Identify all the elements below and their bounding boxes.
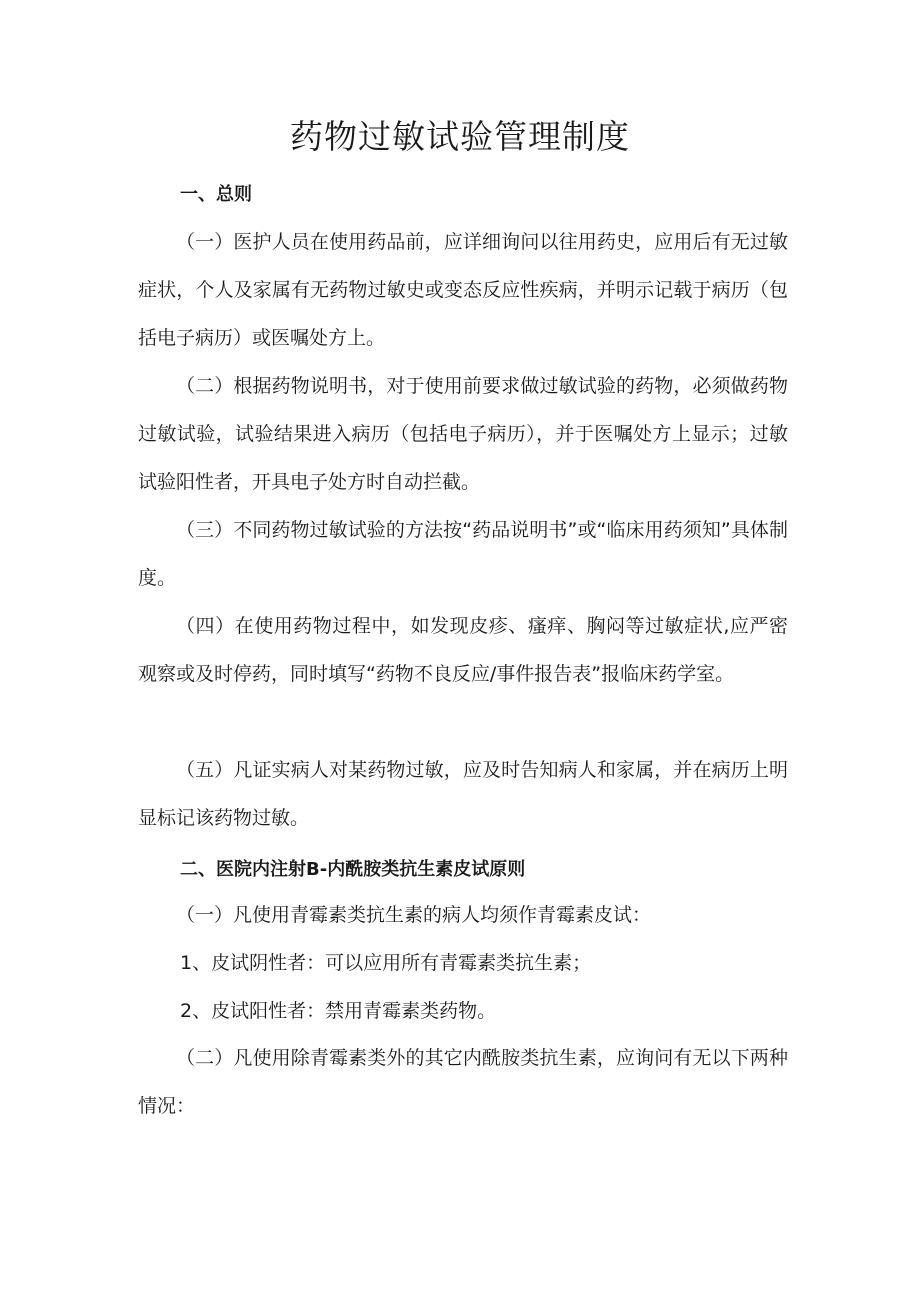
- section-heading-general: 一、总则: [180, 184, 252, 205]
- item-1: （一）凡使用青霉素类抗生素的病人均须作青霉素皮试：: [176, 904, 652, 926]
- paragraph-2: （二）根据药物说明书，对于使用前要求做过敏试验的药物，必须做药物过敏试验，试验结果进入病历（包括电子病历），并于医嘱处方上显示；过敏试验阳性者，开具电子处方时自动拦截。: [138, 375, 788, 493]
- paragraph-1: （一）医护人员在使用药品前，应详细询问以往用药史，应用后有无过敏症状，个人及家属有无药物过敏史或变态反应性疾病，并明示记载于病历（包括电子病历）或医嘱处方上。: [138, 231, 788, 349]
- item-1-1: 1、皮试阴性者：可以应用所有青霉素类抗生素；: [180, 952, 592, 974]
- paragraph-5: （五）凡证实病人对某药物过敏，应及时告知病人和家属，并在病历上明显标记该药物过敏。: [138, 759, 788, 829]
- paragraph-3: （三）不同药物过敏试验的方法按“药品说明书”或“临床用药须知”具体制度。: [138, 519, 788, 589]
- section-heading-skin-test: 二、医院内注射B-内酰胺类抗生素皮试原则: [180, 859, 526, 880]
- item-1-2: 2、皮试阳性者：禁用青霉素类药物。: [180, 1000, 497, 1022]
- item-2: （二）凡使用除青霉素类外的其它内酰胺类抗生素，应询问有无以下两种情况：: [138, 1047, 788, 1117]
- document-title: 药物过敏试验管理制度: [290, 117, 630, 156]
- paragraph-4: （四）在使用药物过程中，如发现皮疹、瘙痒、胸闷等过敏症状,应严密观察或及时停药，同时填写“药物不良反应/事件报告表”报临床药学室。: [138, 615, 788, 685]
